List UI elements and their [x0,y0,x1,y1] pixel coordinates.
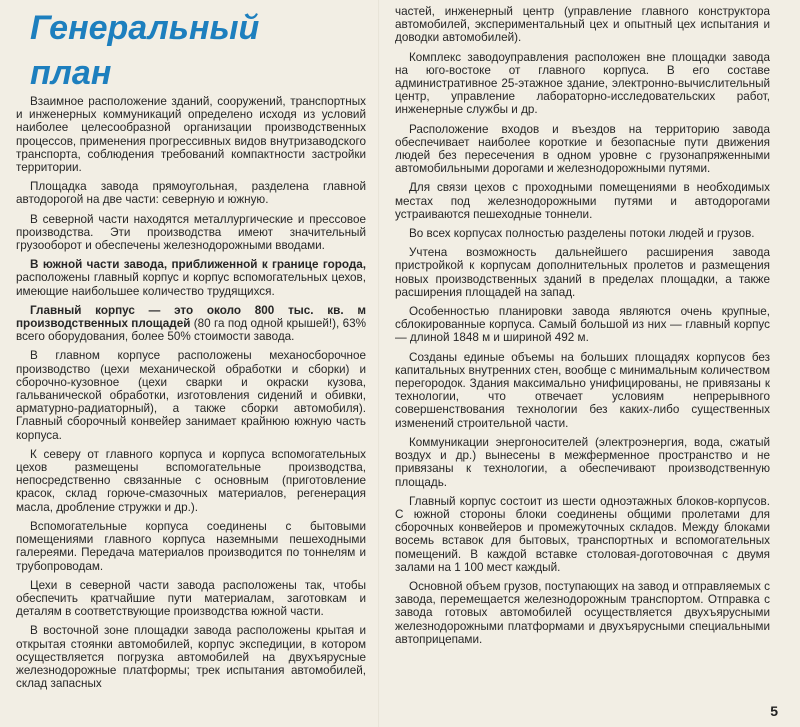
paragraph [16,304,366,344]
title-line-1: Генеральный [30,9,260,47]
paragraph-text: расположены главный корпус и корпус вспомогательных цехов, имеющие наибольшее количество трудящихся. [16,271,366,298]
paragraph-text: Во всех корпусах полностью разделены потоки людей и грузов. [409,227,755,241]
paragraph-text: Главный корпус состоит из шести одноэтажных блоков-корпусов. С южной стороны блоки соединены общими пролетами для сборочных конвейеров и промежуточных складов. Между блоками восемь вставок для бытовых, транспортных и вспомогательных помещений. В каждой вставке столовая-доготовочная с двумя залами на 1 100 мест каждый. [395,494,770,574]
paragraph-text: В главном корпусе расположены механосборочное производство (цехи механической обработки и сборки) и сборочно-кузовное (цехи сварки и окраски кузова, гальванической обработки, изготовления сидений и обивки, арматурно-радиаторный), а также сборки автомобиля). Главный сборочный конвейер занимает крайнюю южную часть корпуса. [16,349,366,442]
paragraph [395,580,770,646]
paragraph [16,213,366,253]
paragraph-text: В восточной зоне площадки завода расположены крытая и открытая стоянки автомобилей, корпус экспедиции, в котором осуществляется погрузка автомобилей на двухъярусные железнодорожные платформы; трек испытания автомобилей, склад запасных [16,624,366,691]
left-column-text [16,95,366,696]
paragraph [16,520,366,573]
paragraph [16,349,366,441]
paragraph-text: Учтена возможность дальнейшего расширения завода пристройкой к корпусам дополнительных пролетов и размещения новых производственных зданий в пределах площадки, а также расширения площадей на запад. [395,246,770,299]
paragraph-text: Созданы единые объемы на больших площадях корпусов без капитальных внутренних стен, вообще с минимальным количеством перегородок. Здания максимально унифицированы, не привязаны к технологии, что отвечает условиям непрерывного совершенствования технологии без каких-либо существенных изменений строительной части. [395,350,770,430]
page-number: 5 [770,703,778,719]
paragraph-text: Цехи в северной части завода расположены так, чтобы обеспечить кратчайшие пути материалам, заготовкам и деталям в соответствующие производства южной части. [16,578,366,619]
paragraph-text: Основной объем грузов, поступающих на завод и отправляемых с завода, перемещается железнодорожным транспортом. Отправка с завода готовых автомобилей осуществляется двухъярусными железнодорожными платформами и двухъярусными специальными автоприцепами. [395,579,770,646]
paragraph-text: Расположение входов и въездов на территорию завода обеспечивает наиболее короткие и безопасные пути движения людей без пересечения в одном уровне с грузонапряженными автомобильными дорогами и железнодорожными путями. [395,122,770,176]
paragraph [16,624,366,690]
paragraph [395,305,770,345]
paragraph [395,181,770,221]
paragraph [395,436,770,489]
paragraph-text: В северной части находятся металлургические и прессовое производства. Эти производства имеют значительный грузооборот и обеспечены железнодорожными вводами. [16,212,366,253]
paragraph [395,495,770,574]
page-fold [378,0,380,727]
paragraph [16,95,366,174]
paragraph [16,579,366,619]
paragraph [395,123,770,176]
paragraph-text: Коммуникации энергоносителей (электроэнергия, вода, сжатый воздух и др.) вынесены в межферменное пространство и не привязаны к технологии, а обеспечивают производственную площадь. [395,435,770,489]
paragraph-text: К северу от главного корпуса и корпуса вспомогательных цехов размещены вспомогательные производства, непосредственно связанные с основным (приготовление красок, склад горюче-смазочных материалов, регенерация масла, дробление стружки и др.). [16,447,366,514]
title-line-2: план [30,54,112,92]
paragraph-text: Для связи цехов с проходными помещениями в необходимых местах под железнодорожными путями и автодорогами устраиваются пешеходные тоннели. [395,181,770,221]
paragraph [395,5,770,45]
paragraph-text: Вспомогательные корпуса соединены с бытовыми помещениями главного корпуса наземными пешеходными галереями. Передача материалов производится по тоннелям и трубопроводам. [16,519,366,573]
paragraph [16,258,366,298]
paragraph-bold-lead: В южной части завода, приближенной к границе города, [30,258,366,272]
paragraph-text: (80 га под одной крышей!), 63% всего оборудования, более 50% стоимости завода. [16,317,366,344]
paragraph-bold-lead: Главный корпус — это около 800 тыс. кв. м производственных площадей [16,303,366,331]
paragraph [395,227,770,240]
paragraph [395,51,770,117]
right-column-text [395,5,770,652]
paragraph [16,180,366,206]
paragraph-text: Площадка завода прямоугольная, разделена главной автодорогой на две части: северную и южную. [16,180,366,207]
paragraph-text: Взаимное расположение зданий, сооружений, транспортных и инженерных коммуникаций определено исходя из условий наиболее целесообразной организации производственных процессов, применения прогрессивных видов внутризаводского транспорта, соблюдения требований компактности застройки территории. [16,95,366,175]
paragraph [395,351,770,430]
page-title [30,6,259,96]
paragraph [395,246,770,299]
paragraph-text: Особенностью планировки завода являются очень крупные, сблокированные корпуса. Самый большой из них — главный корпус — длиной 1848 м и шириной 492 м. [395,305,770,345]
paragraph-text: частей, инженерный центр (управление главного конструктора автомобилей, экспериментальный цех и опытный цех испытания и доводки автомобилей). [395,5,770,45]
paragraph-text: Комплекс заводоуправления расположен вне площадки завода на юго-востоке от главного корпуса. В его составе административное 25-этажное здание, электронно-вычислительный центр, управление лабораторно-исследовательских работ, инженерные службы и др. [395,50,770,117]
paragraph [16,448,366,514]
